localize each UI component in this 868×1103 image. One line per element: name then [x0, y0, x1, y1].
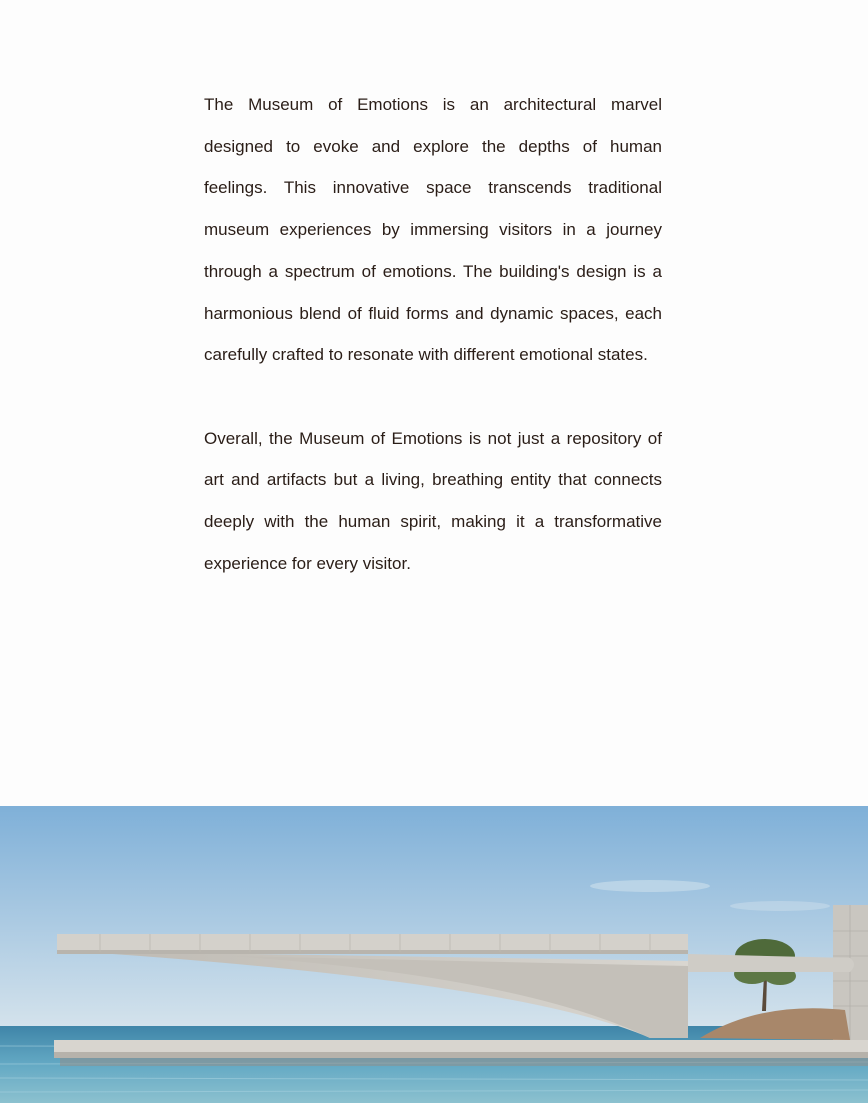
cantilever-slab: [57, 934, 688, 952]
museum-rendering-image: [0, 806, 868, 1103]
sky: [0, 806, 868, 1031]
cantilever-edge: [57, 950, 688, 954]
cloud: [590, 880, 710, 892]
base-platform: [54, 1040, 868, 1054]
paragraph-intro: The Museum of Emotions is an architectural marvel designed to evoke and explore the depths of human feelings. This innovative space transcends traditional museum experiences by immersing visitors in a journey through a spectrum of emotions. The building's design is a harmonious blend of fluid forms and dynamic spaces, each carefully crafted to resonate with different emotional states.: [204, 95, 662, 365]
paragraph-conclusion: Overall, the Museum of Emotions is not just a repository of art and artifacts but a living, breathing entity that connects deeply with the human spirit, making it a transformative experience for every visitor.: [204, 428, 662, 573]
base-edge: [54, 1052, 868, 1058]
base-shadow: [60, 1058, 868, 1066]
cloud: [730, 901, 830, 911]
body-text: [204, 84, 662, 584]
